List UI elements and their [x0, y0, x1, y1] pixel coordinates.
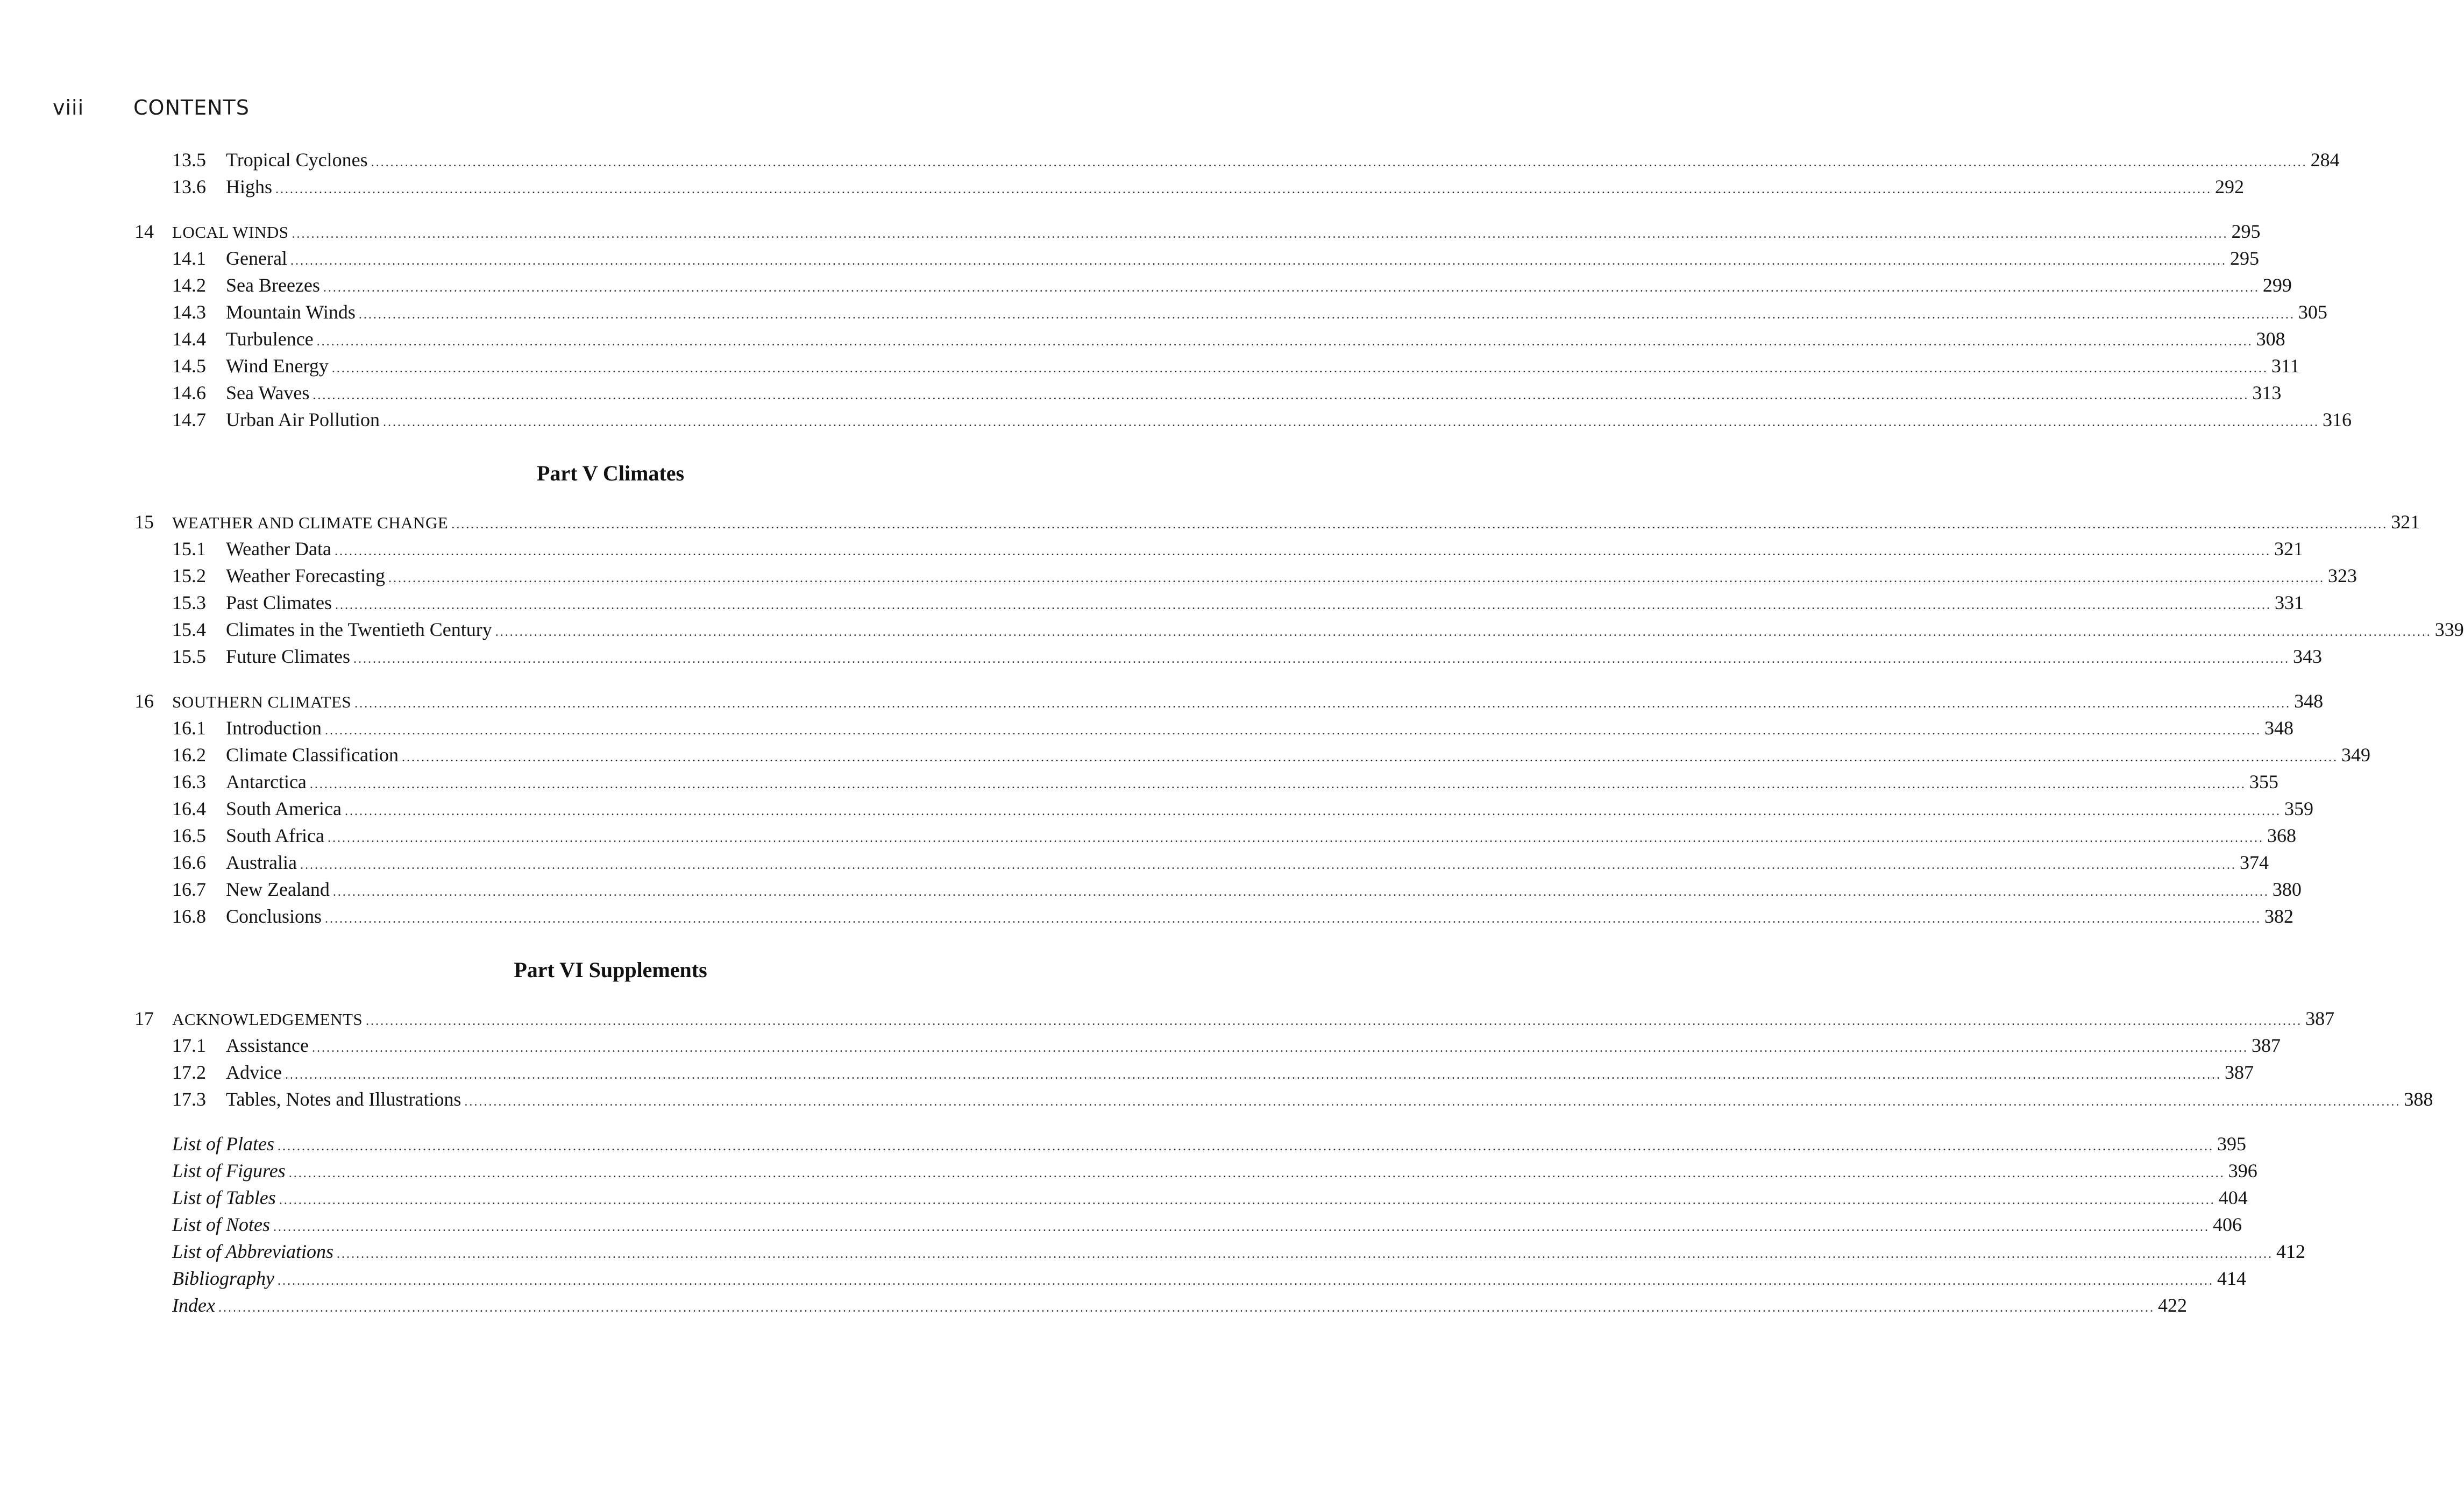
chapter-number: 16	[134, 690, 154, 712]
section-number: 13.5	[172, 149, 206, 171]
section-title: Mountain Winds	[226, 299, 359, 326]
backmatter-title: List of Abbreviations	[172, 1238, 337, 1265]
dot-leader: ................................................................................................................................................................................................................................................................................................................................................................................................................	[279, 1193, 2216, 1207]
page-number: 422	[2157, 1294, 2187, 1316]
page-number: 295	[2231, 221, 2261, 242]
section-number: 17.2	[172, 1062, 206, 1083]
section-number: 14.5	[172, 355, 206, 377]
dot-leader: ................................................................................................................................................................................................................................................................................................................................................................................................................	[358, 308, 2295, 322]
toc-leader-line	[226, 741, 2370, 771]
page-number: 380	[2272, 879, 2302, 900]
section-title: Turbulence	[226, 326, 317, 352]
section-title: Australia	[226, 849, 300, 876]
section-number: 14.4	[172, 328, 206, 350]
toc-backmatter-row[interactable]	[134, 1130, 2247, 1157]
dot-leader: ................................................................................................................................................................................................................................................................................................................................................................................................................	[388, 571, 2325, 585]
section-title: Introduction	[226, 714, 325, 741]
section-title: Sea Breezes	[226, 272, 323, 299]
backmatter-title: List of Notes	[172, 1211, 273, 1238]
section-number: 16.3	[172, 771, 206, 793]
toc-section-row[interactable]	[134, 352, 2300, 379]
toc-leader-line	[172, 508, 2420, 538]
section-number: 16.5	[172, 825, 206, 846]
toc-section-row[interactable]	[134, 326, 2285, 352]
section-title: Advice	[226, 1059, 285, 1086]
toc-leader-line	[172, 1157, 2257, 1187]
toc-leader-line	[226, 326, 2285, 355]
toc-chapter-row[interactable]	[134, 688, 2324, 714]
toc-leader-line	[226, 876, 2302, 905]
dot-leader: ................................................................................................................................................................................................................................................................................................................................................................................................................	[285, 1068, 2221, 1082]
dot-leader: ................................................................................................................................................................................................................................................................................................................................................................................................................	[325, 912, 2262, 926]
toc-backmatter-row[interactable]	[134, 1265, 2246, 1292]
dot-leader: ................................................................................................................................................................................................................................................................................................................................................................................................................	[316, 335, 2253, 349]
page-number: 321	[2274, 538, 2303, 560]
dot-leader: ................................................................................................................................................................................................................................................................................................................................................................................................................	[334, 544, 2271, 558]
page-number: 388	[2404, 1088, 2433, 1110]
dot-leader: ................................................................................................................................................................................................................................................................................................................................................................................................................	[353, 652, 2290, 666]
dot-leader: ................................................................................................................................................................................................................................................................................................................................................................................................................	[313, 388, 2249, 402]
spacer	[134, 433, 1076, 457]
toc-leader-line	[172, 1130, 2247, 1160]
page-number: 308	[2256, 328, 2285, 350]
dot-leader: ................................................................................................................................................................................................................................................................................................................................................................................................................	[273, 1220, 2210, 1234]
chapter-number: 14	[134, 221, 154, 242]
page-number: 396	[2228, 1160, 2257, 1181]
section-title: Climates in the Twentieth Century	[226, 616, 495, 643]
toc-leader-line	[226, 299, 2327, 328]
dot-leader: ................................................................................................................................................................................................................................................................................................................................................................................................................	[309, 777, 2246, 791]
running-head-title: CONTENTS	[133, 96, 250, 119]
toc-leader-line	[226, 849, 2269, 879]
chapter-title: WEATHER AND CLIMATE CHANGE	[172, 510, 451, 536]
toc-section-row[interactable]	[134, 146, 2340, 173]
toc-section-row[interactable]	[134, 535, 2303, 562]
page-number: 305	[2298, 301, 2327, 323]
toc-leader-line	[226, 903, 2294, 932]
section-title: Assistance	[226, 1032, 312, 1059]
section-number: 14.3	[172, 301, 206, 323]
section-title: Climate Classification	[226, 741, 402, 768]
section-number: 17.1	[172, 1035, 206, 1056]
section-title: Wind Energy	[226, 352, 332, 379]
dot-leader: ................................................................................................................................................................................................................................................................................................................................................................................................................	[344, 804, 2281, 818]
section-title: Tropical Cyclones	[226, 146, 371, 173]
dot-leader: ................................................................................................................................................................................................................................................................................................................................................................................................................	[327, 831, 2264, 845]
toc-section-row[interactable]	[134, 1086, 2433, 1113]
toc-leader-line	[172, 1211, 2242, 1241]
section-number: 14.1	[172, 247, 206, 269]
section-number: 16.8	[172, 905, 206, 927]
chapter-number: 15	[134, 511, 154, 533]
toc-leader-line	[226, 352, 2300, 382]
toc-leader-line	[226, 1032, 2281, 1062]
section-number: 16.6	[172, 852, 206, 873]
toc-section-row[interactable]	[134, 768, 2278, 795]
page-number: 368	[2267, 825, 2296, 846]
spacer	[134, 930, 1076, 954]
backmatter-title: List of Tables	[172, 1184, 279, 1211]
toc-leader-line	[226, 589, 2304, 619]
dot-leader: ................................................................................................................................................................................................................................................................................................................................................................................................................	[464, 1095, 2401, 1109]
page-number: 387	[2305, 1008, 2335, 1029]
page-number: 299	[2262, 274, 2292, 296]
toc-backmatter-row[interactable]	[134, 1211, 2242, 1238]
page-number: 343	[2292, 646, 2322, 667]
section-number: 15.3	[172, 592, 206, 613]
section-title: Future Climates	[226, 643, 353, 670]
dot-leader: ................................................................................................................................................................................................................................................................................................................................................................................................................	[366, 1014, 2303, 1028]
dot-leader: ................................................................................................................................................................................................................................................................................................................................................................................................................	[311, 1041, 2248, 1055]
table-of-contents	[134, 146, 2464, 1319]
dot-leader: ................................................................................................................................................................................................................................................................................................................................................................................................................	[371, 155, 2307, 169]
chapter-title: LOCAL WINDS	[172, 219, 292, 246]
dot-leader: ................................................................................................................................................................................................................................................................................................................................................................................................................	[288, 1166, 2225, 1180]
backmatter-title: List of Plates	[172, 1130, 278, 1157]
section-number: 14.6	[172, 382, 206, 404]
toc-leader-line	[172, 218, 2261, 247]
toc-leader-line	[226, 562, 2357, 592]
toc-section-row[interactable]	[134, 379, 2282, 406]
page-folio: viii	[53, 96, 84, 119]
toc-backmatter-row[interactable]	[134, 1238, 2306, 1265]
section-title: Highs	[226, 173, 275, 200]
toc-section-row[interactable]	[134, 876, 2302, 903]
toc-section-row[interactable]	[134, 562, 2357, 589]
dot-leader: ................................................................................................................................................................................................................................................................................................................................................................................................................	[383, 415, 2319, 429]
toc-section-row[interactable]	[134, 741, 2370, 768]
toc-chapter-row[interactable]	[134, 1005, 2335, 1032]
section-number: 14.2	[172, 274, 206, 296]
dot-leader: ................................................................................................................................................................................................................................................................................................................................................................................................................	[401, 751, 2338, 765]
page-number: 406	[2213, 1214, 2242, 1235]
part-heading: Part V Climates	[536, 461, 685, 485]
dot-leader: ................................................................................................................................................................................................................................................................................................................................................................................................................	[323, 281, 2260, 295]
toc-leader-line	[226, 406, 2352, 436]
chapter-number: 17	[134, 1008, 154, 1029]
toc-leader-line	[172, 1238, 2306, 1268]
toc-leader-line	[226, 272, 2292, 301]
toc-section-row[interactable]	[134, 299, 2327, 326]
page-number: 316	[2323, 409, 2352, 430]
toc-leader-line	[226, 245, 2259, 274]
section-number: 15.2	[172, 565, 206, 586]
section-number: 16.7	[172, 879, 206, 900]
toc-leader-line	[226, 768, 2278, 798]
spacer	[134, 490, 1076, 508]
page-number: 348	[2294, 690, 2324, 712]
page-number: 311	[2271, 355, 2300, 377]
page-number: 323	[2327, 565, 2357, 586]
page-number: 382	[2264, 905, 2294, 927]
section-title: Conclusions	[226, 903, 325, 930]
toc-leader-line	[226, 379, 2282, 409]
page-number: 387	[2224, 1062, 2254, 1083]
toc-backmatter-row[interactable]	[134, 1157, 2257, 1184]
spacer	[134, 986, 1076, 1005]
toc-section-row[interactable]	[134, 245, 2259, 272]
toc-leader-line	[226, 535, 2303, 565]
toc-leader-line	[226, 146, 2340, 176]
toc-section-row[interactable]	[134, 795, 2313, 822]
dot-leader: ................................................................................................................................................................................................................................................................................................................................................................................................................	[332, 885, 2269, 899]
toc-leader-line	[226, 173, 2245, 203]
toc-section-row[interactable]	[134, 1032, 2281, 1059]
dot-leader: ................................................................................................................................................................................................................................................................................................................................................................................................................	[354, 697, 2291, 711]
page-number: 321	[2391, 511, 2420, 533]
running-head	[53, 96, 1210, 123]
page-number: 331	[2275, 592, 2304, 613]
section-number: 16.1	[172, 717, 206, 739]
toc-chapter-row[interactable]	[134, 218, 2261, 245]
section-title: Sea Waves	[226, 379, 313, 406]
toc-section-row[interactable]	[134, 406, 2352, 433]
backmatter-title: Bibliography	[172, 1265, 278, 1292]
toc-leader-line	[226, 822, 2296, 852]
page-number: 414	[2217, 1268, 2246, 1289]
section-number: 17.3	[172, 1088, 206, 1110]
toc-backmatter-row[interactable]	[134, 1292, 2187, 1319]
dot-leader: ................................................................................................................................................................................................................................................................................................................................................................................................................	[218, 1301, 2155, 1315]
dot-leader: ................................................................................................................................................................................................................................................................................................................................................................................................................	[337, 1247, 2274, 1261]
toc-section-row[interactable]	[134, 849, 2269, 876]
toc-section-row[interactable]	[134, 1059, 2254, 1086]
page-number: 313	[2252, 382, 2282, 404]
dot-leader: ................................................................................................................................................................................................................................................................................................................................................................................................................	[292, 227, 2228, 241]
toc-section-row[interactable]	[134, 643, 2322, 670]
page-number: 387	[2251, 1035, 2281, 1056]
page-number: 284	[2310, 149, 2340, 171]
page-number: 339	[2434, 619, 2464, 640]
page-number: 355	[2249, 771, 2278, 793]
toc-section-row[interactable]	[134, 272, 2292, 299]
page-number: 359	[2284, 798, 2313, 819]
toc-section-row[interactable]	[134, 822, 2296, 849]
toc-leader-line	[172, 688, 2324, 717]
dot-leader: ................................................................................................................................................................................................................................................................................................................................................................................................................	[324, 724, 2261, 738]
dot-leader: ................................................................................................................................................................................................................................................................................................................................................................................................................	[277, 1274, 2214, 1288]
section-title: General	[226, 245, 290, 272]
section-title: Past Climates	[226, 589, 335, 616]
toc-leader-line	[226, 795, 2313, 825]
toc-section-row[interactable]	[134, 616, 2464, 643]
dot-leader: ................................................................................................................................................................................................................................................................................................................................................................................................................	[451, 518, 2388, 532]
toc-section-row[interactable]	[134, 173, 2245, 200]
section-number: 15.1	[172, 538, 206, 560]
section-title: Antarctica	[226, 768, 310, 795]
dot-leader: ................................................................................................................................................................................................................................................................................................................................................................................................................	[495, 625, 2432, 639]
section-number: 13.6	[172, 176, 206, 197]
toc-leader-line	[172, 1005, 2335, 1035]
part-heading: Part VI Supplements	[514, 958, 707, 982]
dot-leader: ................................................................................................................................................................................................................................................................................................................................................................................................................	[278, 1140, 2214, 1154]
toc-chapter-row[interactable]	[134, 508, 2420, 535]
section-title: Tables, Notes and Illustrations	[226, 1086, 464, 1113]
page-number: 292	[2215, 176, 2245, 197]
section-title: South Africa	[226, 822, 328, 849]
toc-leader-line	[226, 616, 2464, 646]
toc-leader-line	[226, 643, 2322, 673]
page-number: 374	[2239, 852, 2269, 873]
page-number: 349	[2341, 744, 2370, 766]
section-number: 16.4	[172, 798, 206, 819]
dot-leader: ................................................................................................................................................................................................................................................................................................................................................................................................................	[300, 858, 2236, 872]
backmatter-title: List of Figures	[172, 1157, 289, 1184]
section-title: South America	[226, 795, 345, 822]
dot-leader: ................................................................................................................................................................................................................................................................................................................................................................................................................	[331, 362, 2268, 376]
toc-leader-line	[172, 1184, 2248, 1214]
section-number: 16.2	[172, 744, 206, 766]
toc-backmatter-row[interactable]	[134, 1184, 2248, 1211]
dot-leader: ................................................................................................................................................................................................................................................................................................................................................................................................................	[335, 598, 2271, 612]
section-number: 15.5	[172, 646, 206, 667]
section-title: Weather Forecasting	[226, 562, 388, 589]
toc-section-row[interactable]	[134, 589, 2304, 616]
section-title: Urban Air Pollution	[226, 406, 383, 433]
chapter-title: SOUTHERN CLIMATES	[172, 689, 354, 716]
section-title: Weather Data	[226, 535, 335, 562]
dot-leader: ................................................................................................................................................................................................................................................................................................................................................................................................................	[290, 254, 2227, 268]
section-number: 14.7	[172, 409, 206, 430]
section-title: New Zealand	[226, 876, 333, 903]
backmatter-title: Index	[172, 1292, 218, 1319]
toc-leader-line	[226, 1086, 2433, 1115]
toc-leader-line	[226, 714, 2293, 744]
toc-leader-line	[172, 1292, 2187, 1321]
toc-leader-line	[172, 1265, 2246, 1294]
page-number: 412	[2276, 1241, 2306, 1262]
section-number: 15.4	[172, 619, 206, 640]
toc-section-row[interactable]	[134, 714, 2293, 741]
page-number: 404	[2218, 1187, 2248, 1208]
page-number: 395	[2217, 1133, 2247, 1155]
dot-leader: ................................................................................................................................................................................................................................................................................................................................................................................................................	[275, 182, 2212, 196]
page-number: 348	[2264, 717, 2293, 739]
page-number: 295	[2229, 247, 2259, 269]
chapter-title: ACKNOWLEDGEMENTS	[172, 1006, 366, 1033]
toc-leader-line	[226, 1059, 2254, 1088]
toc-section-row[interactable]	[134, 903, 2294, 930]
